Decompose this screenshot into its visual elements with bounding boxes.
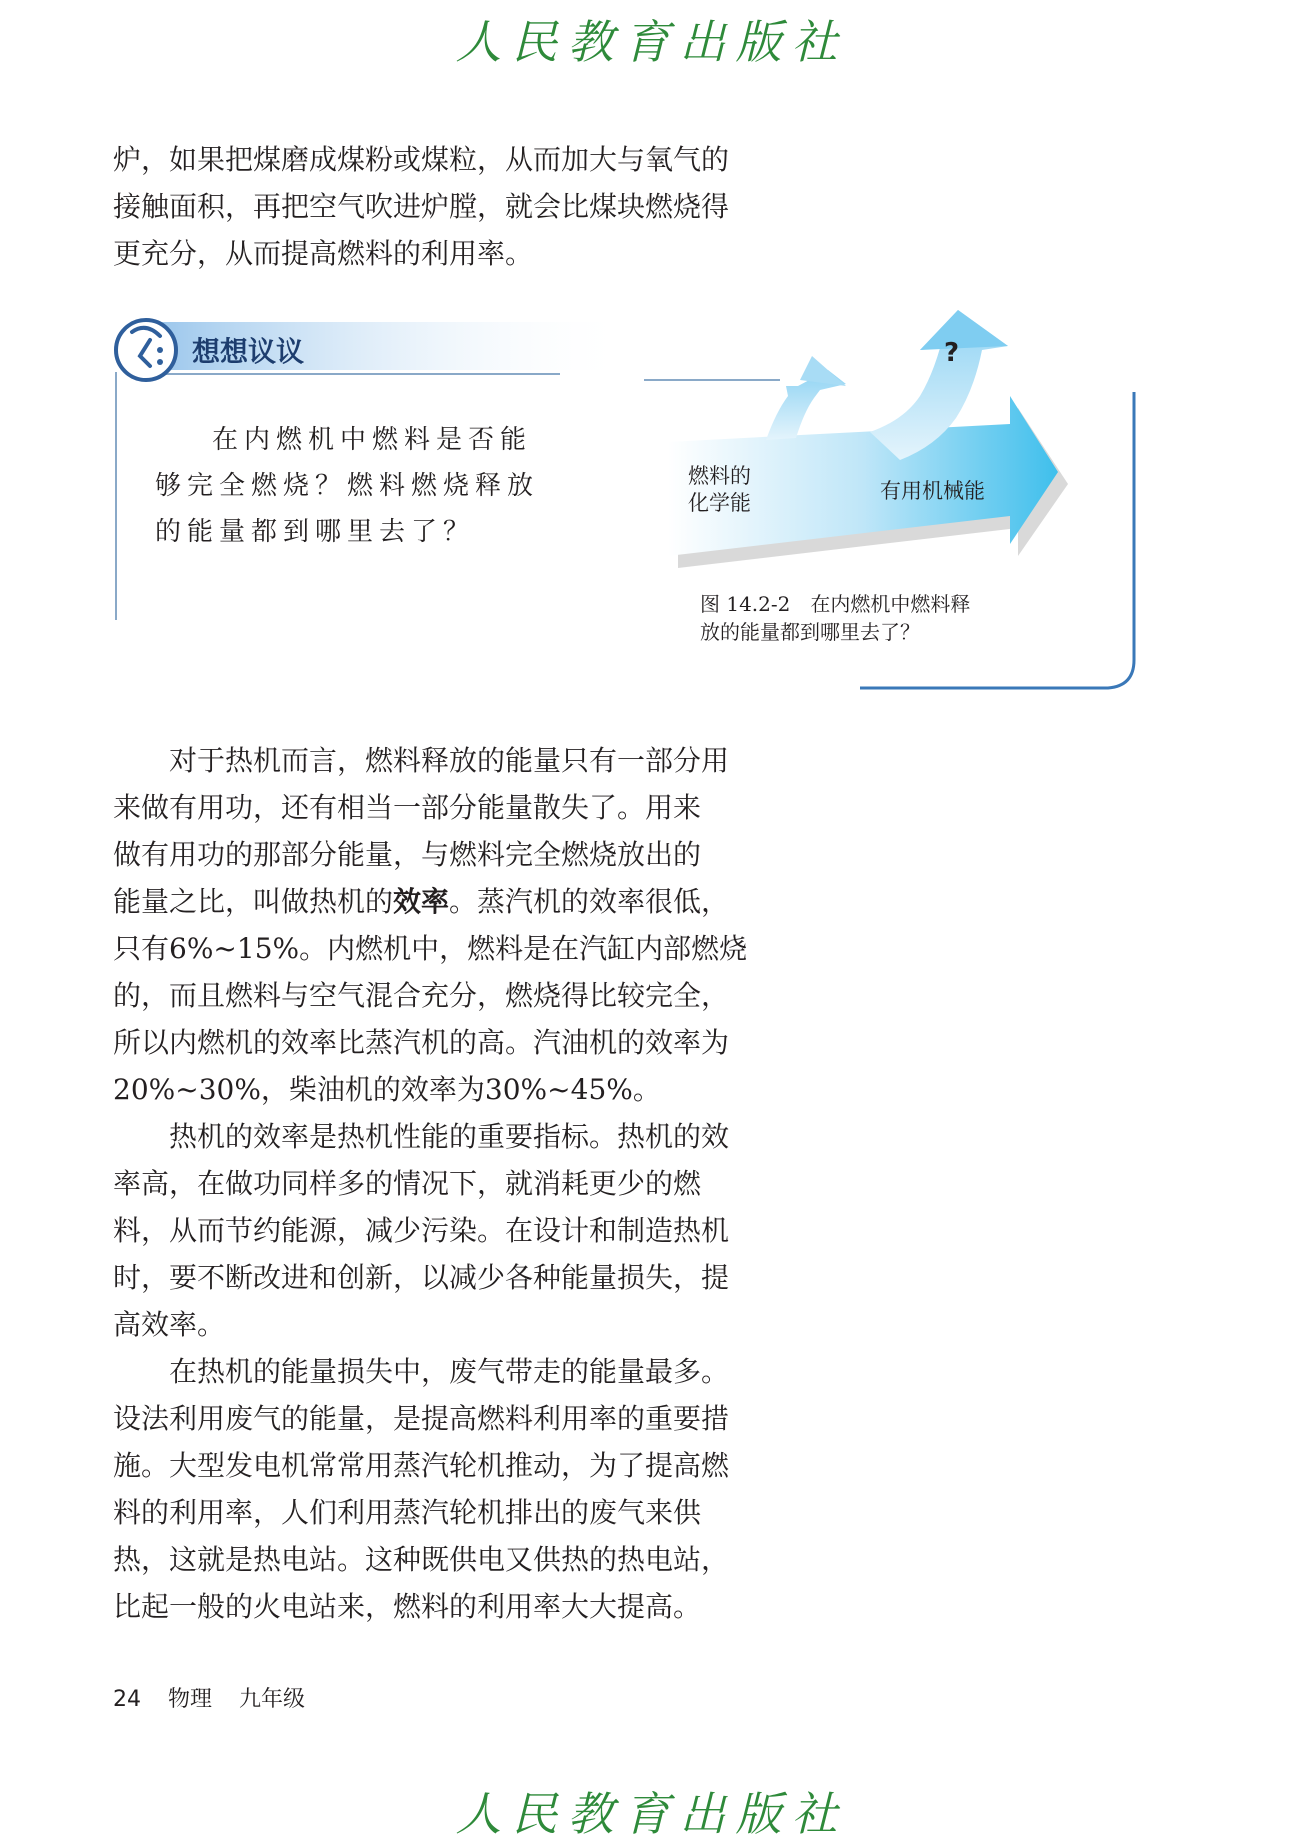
- figure-caption: [700, 590, 1020, 646]
- text-line: 时，要不断改进和创新，以减少各种能量损失，提: [113, 1261, 730, 1294]
- publisher-logo-top: 人民教育出版社: [455, 15, 848, 69]
- text-fragment: 。蒸汽机的效率很低，: [449, 885, 730, 918]
- efficiency-paragraph: [113, 737, 783, 1113]
- page-number: 24: [113, 1687, 141, 1712]
- question-mark-label: ?: [944, 338, 960, 368]
- text-line: 来做有用功，还有相当一部分能量散失了。用来: [113, 791, 702, 824]
- text-line: 接触面积，再把空气吹进炉膛，就会比煤块燃烧得: [113, 190, 730, 223]
- energy-flow-figure: [668, 310, 1068, 568]
- text-line: 更充分，从而提高燃料的利用率。: [113, 237, 534, 270]
- text-line: 做有用功的那部分能量，与燃料完全燃烧放出的: [113, 838, 702, 871]
- text-line: 施。大型发电机常常用蒸汽轮机推动，为了提高燃: [113, 1449, 730, 1482]
- text-line: [113, 878, 783, 925]
- text-line: 炉，如果把煤磨成煤粉或煤粒，从而加大与氧气的: [113, 143, 730, 176]
- mechanical-energy-label: 有用机械能: [880, 479, 985, 503]
- text-line: 对于热机而言，燃料释放的能量只有一部分用: [169, 744, 730, 777]
- label-line: 燃料的: [688, 464, 751, 488]
- text-line: 料的利用率，人们利用蒸汽轮机排出的废气来供: [113, 1496, 702, 1529]
- text-line: 的，而且燃料与空气混合充分，燃烧得比较完全，: [113, 979, 730, 1012]
- text-line: 20%~30%，柴油机的效率为30%~45%。: [113, 1073, 661, 1106]
- text-line: 只有6%~15%。内燃机中，燃料是在汽缸内部燃烧: [113, 932, 748, 965]
- importance-paragraph: [113, 1113, 783, 1348]
- publisher-logo-bottom: 人民教育出版社: [455, 1787, 848, 1841]
- text-line: 热机的效率是热机性能的重要指标。热机的效: [169, 1120, 730, 1153]
- question-line: 够完全燃烧？燃料燃烧释放: [155, 471, 540, 501]
- grade-level: 九年级: [239, 1687, 306, 1712]
- page-footer: [113, 1682, 325, 1713]
- waste-heat-paragraph: [113, 1348, 783, 1630]
- question-line: 在内燃机中燃料是否能: [212, 425, 533, 455]
- text-line: 率高，在做功同样多的情况下，就消耗更少的燃: [113, 1167, 702, 1200]
- text-line: 料，从而节约能源，减少污染。在设计和制造热机: [113, 1214, 730, 1247]
- text-line: 所以内燃机的效率比蒸汽机的高。汽油机的效率为: [113, 1026, 730, 1059]
- label-line: 化学能: [688, 491, 751, 515]
- caption-line: 放的能量都到哪里去了？: [700, 620, 920, 644]
- think-box-title: 想想议议: [192, 335, 305, 368]
- text-fragment: 能量之比，叫做热机的: [113, 885, 394, 918]
- subject-name: 物理: [168, 1687, 213, 1712]
- text-line: 设法利用废气的能量，是提高燃料利用率的重要措: [113, 1402, 730, 1435]
- text-line: 比起一般的火电站来，燃料的利用率大大提高。: [113, 1590, 702, 1623]
- thinking-face-icon: [116, 320, 176, 380]
- question-line: 的能量都到哪里去了？: [155, 517, 476, 547]
- efficiency-term: 效率: [393, 885, 450, 918]
- caption-line: 图 14.2-2 在内燃机中燃料释: [700, 592, 971, 616]
- text-line: 热，这就是热电站。这种既供电又供热的热电站，: [113, 1543, 730, 1576]
- text-line: 高效率。: [113, 1308, 226, 1341]
- text-line: 在热机的能量损失中，废气带走的能量最多。: [169, 1355, 730, 1388]
- chemical-energy-label: [688, 463, 751, 517]
